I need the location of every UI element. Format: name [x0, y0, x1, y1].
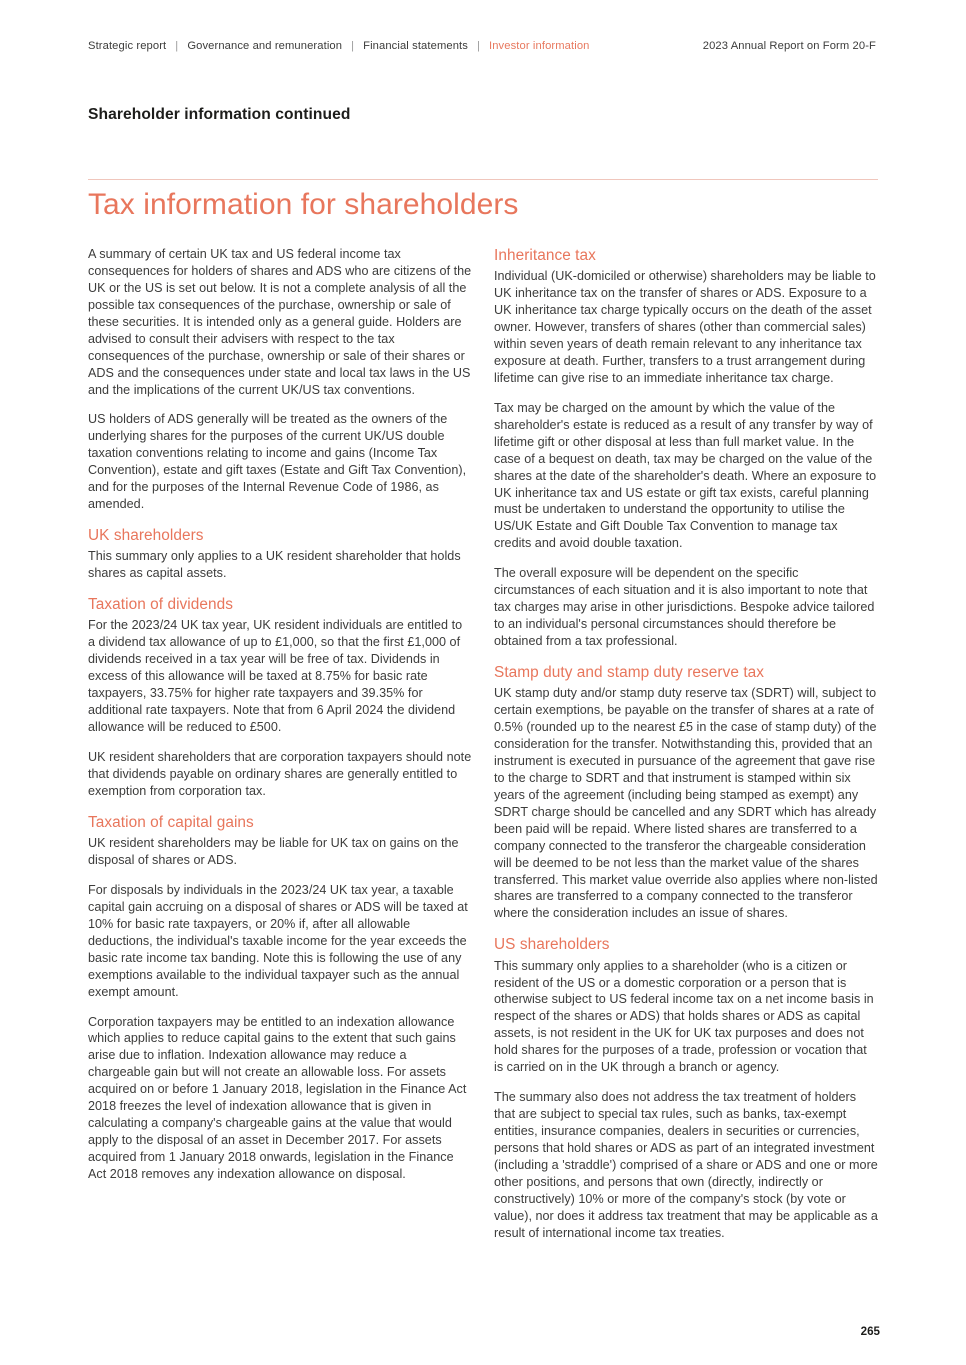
section-heading: Taxation of capital gains [88, 813, 254, 831]
body-paragraph: A summary of certain UK tax and US federal income tax consequences for holders of shares and ADS who are citizens of the UK or the US is set out below. It is not a complete analysis of all the possible tax consequences of the purchase, ownership or sale of these securities. It is intended only as a general guide. Holders are advised to consult their advisers with respect to the tax consequences of the purchase, ownership or sale of their shares or ADS and the consequences under state and local tax laws in the US and the implications of the current UK/US tax conventions. [88, 247, 472, 397]
body-paragraph: This summary only applies to a shareholder (who is a citizen or resident of the US or a domestic corporation or a person that is otherwise subject to US federal income tax on a net income basis in respect of the shares or ADS) that holds shares or ADS as capital assets, is not resident in the UK for UK tax purposes and does not hold shares for the purposes of a trade, profession or vocation that is carried on in the UK through a branch or agency. [494, 958, 874, 1075]
breadcrumb-item-governance-and-remuneration[interactable]: Governance and remuneration [187, 40, 343, 52]
report-title: 2023 Annual Report on Form 20-F [702, 40, 876, 52]
body-paragraph: UK stamp duty and/or stamp duty reserve tax (SDRT) will, subject to certain exemptions, be payable on the transfer of shares at a rate of 0.5% (rounded up to the nearest £5 in the case of stamp duty) of the consideration for the transfer. Notwithstanding this, provided that an instrument is executed in pursuance of the agreement that gave rise to the charge to SDRT and that instrument is stamped within six years of the agreement (including being stamped as exempt) any SDRT charge should be cancelled and any SDRT which has already been paid will be repaid. Where listed shares are transferred to a company connected to the transferor the chargeable consideration will be deemed to be not less than the market value of the shares transferred. This market value override also applies where non-listed shares are transferred to a company connected to the transferor where the consideration includes an issue of shares. [494, 686, 878, 921]
running-header [88, 40, 878, 52]
body-paragraph: Individual (UK-domiciled or otherwise) shareholders may be liable to UK inheritance tax on the transfer of shares or ADS. Exposure to a UK inheritance tax charge typically occurs on the death of the asset owner. However, transfers of shares (other than commercial sales) within seven years of death remain relevant to any inheritance tax exposure at death. Further, transfers to a trust arrangement during lifetime can give rise to an immediate inheritance tax charge. [494, 269, 876, 385]
section-label: Shareholder information continued [88, 106, 351, 123]
section-heading: Stamp duty and stamp duty reserve tax [494, 663, 765, 681]
body-paragraph: The overall exposure will be dependent on the specific circumstances of each situation and it is also important to note that tax charges may arise in other jurisdictions. Bespoke advice tailored to an individual's personal circumstances should therefore be obtained from a tax professional. [494, 566, 875, 648]
body-paragraph: US holders of ADS generally will be treated as the owners of the underlying shares for the purposes of the current UK/US double taxation conventions relating to income and gains (Income Tax Convention), estate and gift taxes (Estate and Gift Tax Convention), and for the purposes of the Internal Revenue Code of 1986, as amended. [88, 412, 467, 512]
section-heading: US shareholders [494, 936, 610, 954]
page-number: 265 [860, 1325, 880, 1338]
title-divider [88, 179, 878, 180]
body-paragraph: This summary only applies to a UK resident shareholder that holds shares as capital assets. [88, 549, 461, 581]
breadcrumb-separator: | [476, 40, 480, 52]
breadcrumb [88, 40, 703, 52]
body-paragraph: The summary also does not address the tax treatment of holders that are subject to special tax rules, such as banks, tax-exempt entities, insurance companies, dealers in securities or currencies, persons that hold shares or ADS as part of an integrated investment (including a 'straddle') comprised of a share or ADS and one or more other positions, and persons that own (directly, indirectly or constructively) 10% or more of the company's stock (by vote or value), nor does it address tax treatment that may be applicable as a result of international income tax treaties. [494, 1090, 878, 1240]
section-heading: Taxation of dividends [88, 596, 234, 614]
breadcrumb-item-strategic-report[interactable]: Strategic report [88, 40, 167, 52]
breadcrumb-item-financial-statements[interactable]: Financial statements [363, 40, 468, 52]
body-paragraph: UK resident shareholders that are corporation taxpayers should note that dividends payable on ordinary shares are generally entitled to exemption from corporation tax. [88, 750, 472, 798]
body-paragraph: Tax may be charged on the amount by which the value of the shareholder's estate is reduced as a result of any transfer by way of lifetime gift or other disposal at less than full market value. In the case of a bequest on death, tax may be charged on the value of the shares at the date of the shareholder's death. Where an exposure to UK inheritance tax and US estate or gift tax exists, careful planning must be undertaken to understand the opportunity to utilise the US/UK Estate and Gift Double Tax Convention to manage tax credits and avoid double taxation. [494, 400, 877, 551]
left-column [88, 246, 472, 1255]
section-heading: Inheritance tax [494, 247, 596, 264]
body-paragraph: For the 2023/24 UK tax year, UK resident individuals are entitled to a dividend tax allowance of up to £1,000, so that the first £1,000 of dividends received in a tax year will be free of tax. Dividends in excess of this allowance will be taxed at 8.75% for basic rate taxpayers, 33.75% for higher rate taxpayers and 39.35% for additional rate taxpayers. Note that from 6 April 2024 the dividend allowance will be reduced to £500. [88, 618, 463, 735]
breadcrumb-item-investor-information[interactable]: Investor information [489, 40, 590, 52]
body-columns [88, 246, 878, 1255]
body-paragraph: UK resident shareholders may be liable for UK tax on gains on the disposal of shares or ADS. [88, 836, 459, 867]
right-column [494, 246, 878, 1255]
breadcrumb-separator: | [351, 40, 355, 52]
body-paragraph: Corporation taxpayers may be entitled to an indexation allowance which applies to reduce capital gains to the extent that such gains arise due to inflation. Indexation allowance may reduce a chargeable gain but will not create an allowable loss. For assets acquired on or before 1 January 2018, legislation in the Finance Act 2018 freezes the level of indexation allowance that is given in calculating a company's chargeable gains at the value that would apply to the disposal of an asset in December 2017. For assets acquired from 1 January 2018 onwards, legislation in the Finance Act 2018 removes any indexation allowance on disposal. [88, 1014, 467, 1181]
breadcrumb-separator: | [175, 40, 179, 52]
body-paragraph: For disposals by individuals in the 2023/24 UK tax year, a taxable capital gain accruing on a disposal of shares or ADS will be taxed at 10% for basic rate taxpayers, or 20% if, after all allowable deductions, the individual's taxable income for the year exceeds the basic rate income tax banding. Note this is following the use of any exemptions available to the individual taxpayer such as the annual exempt amount. [88, 882, 468, 999]
section-heading: UK shareholders [88, 527, 204, 545]
page-title: Tax information for shareholders [88, 188, 519, 221]
